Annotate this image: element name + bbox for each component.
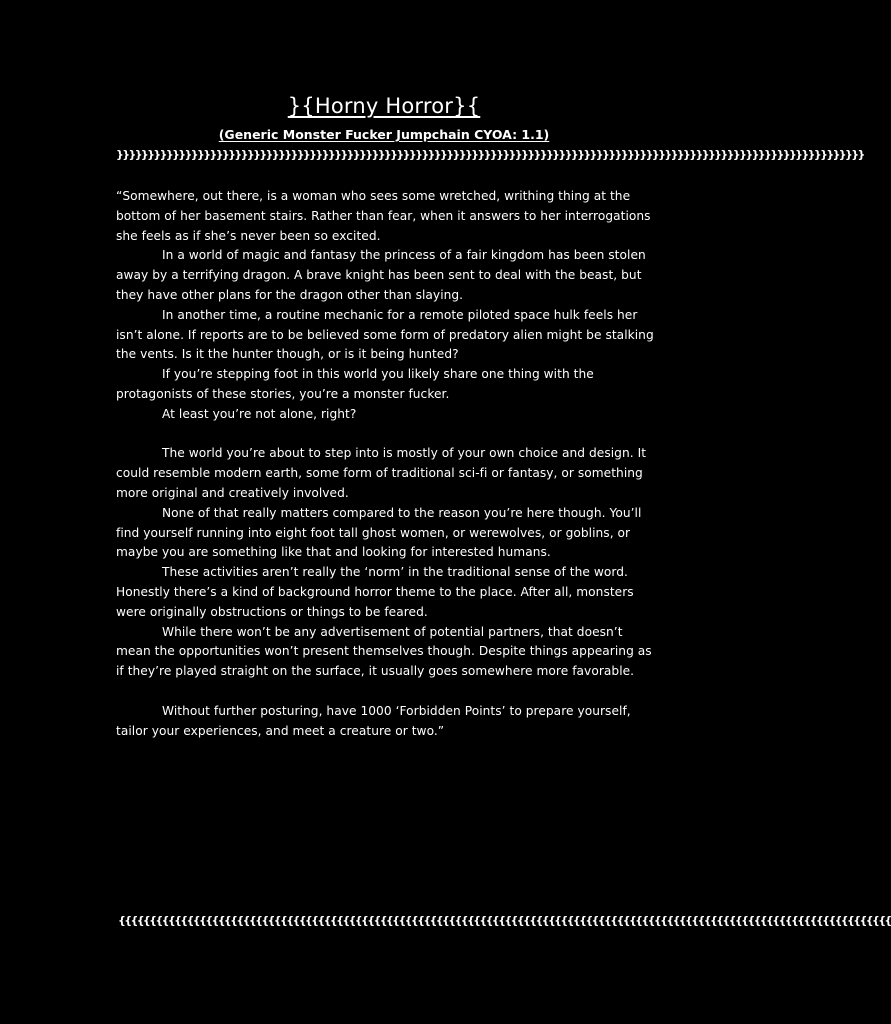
paragraph-9: While there won’t be any advertisement of potential partners, that doesn’t mean the opportunities won’t present themselves though. Despite things appearing as if they’re played straight on the surface, it usually goes somewhere more favorable. [116,624,652,679]
paragraph-6: The world you’re about to step into is mostly of your own choice and design. It could resemble modern earth, some form of traditional sci-fi or fantasy, or something more original and creatively involved. [116,446,647,500]
paragraph-gap [116,682,654,702]
paragraph-5: At least you’re not alone, right? [162,406,357,421]
paragraph-7: None of that really matters compared to the reason you’re here though. You’ll find yourself running into eight foot tall ghost women, or werewolves, or goblins, or maybe you are something like that and looking for interested humans. [116,505,642,560]
paragraph-3: In another time, a routine mechanic for a remote piloted space hulk feels her isn’t alone. If reports are to be believed some form of predatory alien might be stalking the vents. Is it the hunter though, or is it being hunted? [116,307,654,362]
bottom-divider: {{{{{{{{{{{{{{{{{{{{{{{{{{{{{{{{{{{{{{{{{{{{{{{{{{{{{{{{{{{{{{{{{{{{{{{{{{{{{{{{{{{{{{{{{{{{{{{{{{{{{{{{{{{{{{{{{{{{{{{{{{{{ [118,914,891,927]
paragraph-4: If you’re stepping foot in this world you likely share one thing with the protagonists of these stories, you’re a monster fucker. [116,367,594,401]
document-title: }{Horny Horror}{ [287,94,481,118]
paragraph-8: These activities aren’t really the ‘norm’ in the traditional sense of the word. Honestly there’s a kind of background horror theme to the place. After all, monsters were originally obstructions or things to be feared. [116,565,634,619]
document-subtitle: (Generic Monster Fucker Jumpchain CYOA: 1.1) [218,127,550,142]
paragraph-2: In a world of magic and fantasy the princess of a fair kingdom has been stolen away by a terrifying dragon. A brave knight has been sent to deal with the beast, but they have other plans for the dragon other than slaying. [116,248,646,302]
paragraph-1: “Somewhere, out there, is a woman who sees some wretched, writhing thing at the bottom of her basement stairs. Rather than fear, when it answers to her interrogations she feels as if she’s never been so excited. [116,189,651,243]
intro-text [116,187,654,741]
paragraph-gap [116,425,654,445]
paragraph-10: Without further posturing, have 1000 ‘Forbidden Points’ to prepare yourself, tailor your experiences, and meet a creature or two.” [116,703,631,738]
top-divider: }}}}}}}}}}}}}}}}}}}}}}}}}}}}}}}}}}}}}}}}}}}}}}}}}}}}}}}}}}}}}}}}}}}}}}}}}}}}}}}}}}}}}}}}}}}}}}}}}}}}}}}}}}}}}}}}}}}}}}}} [116,148,864,161]
